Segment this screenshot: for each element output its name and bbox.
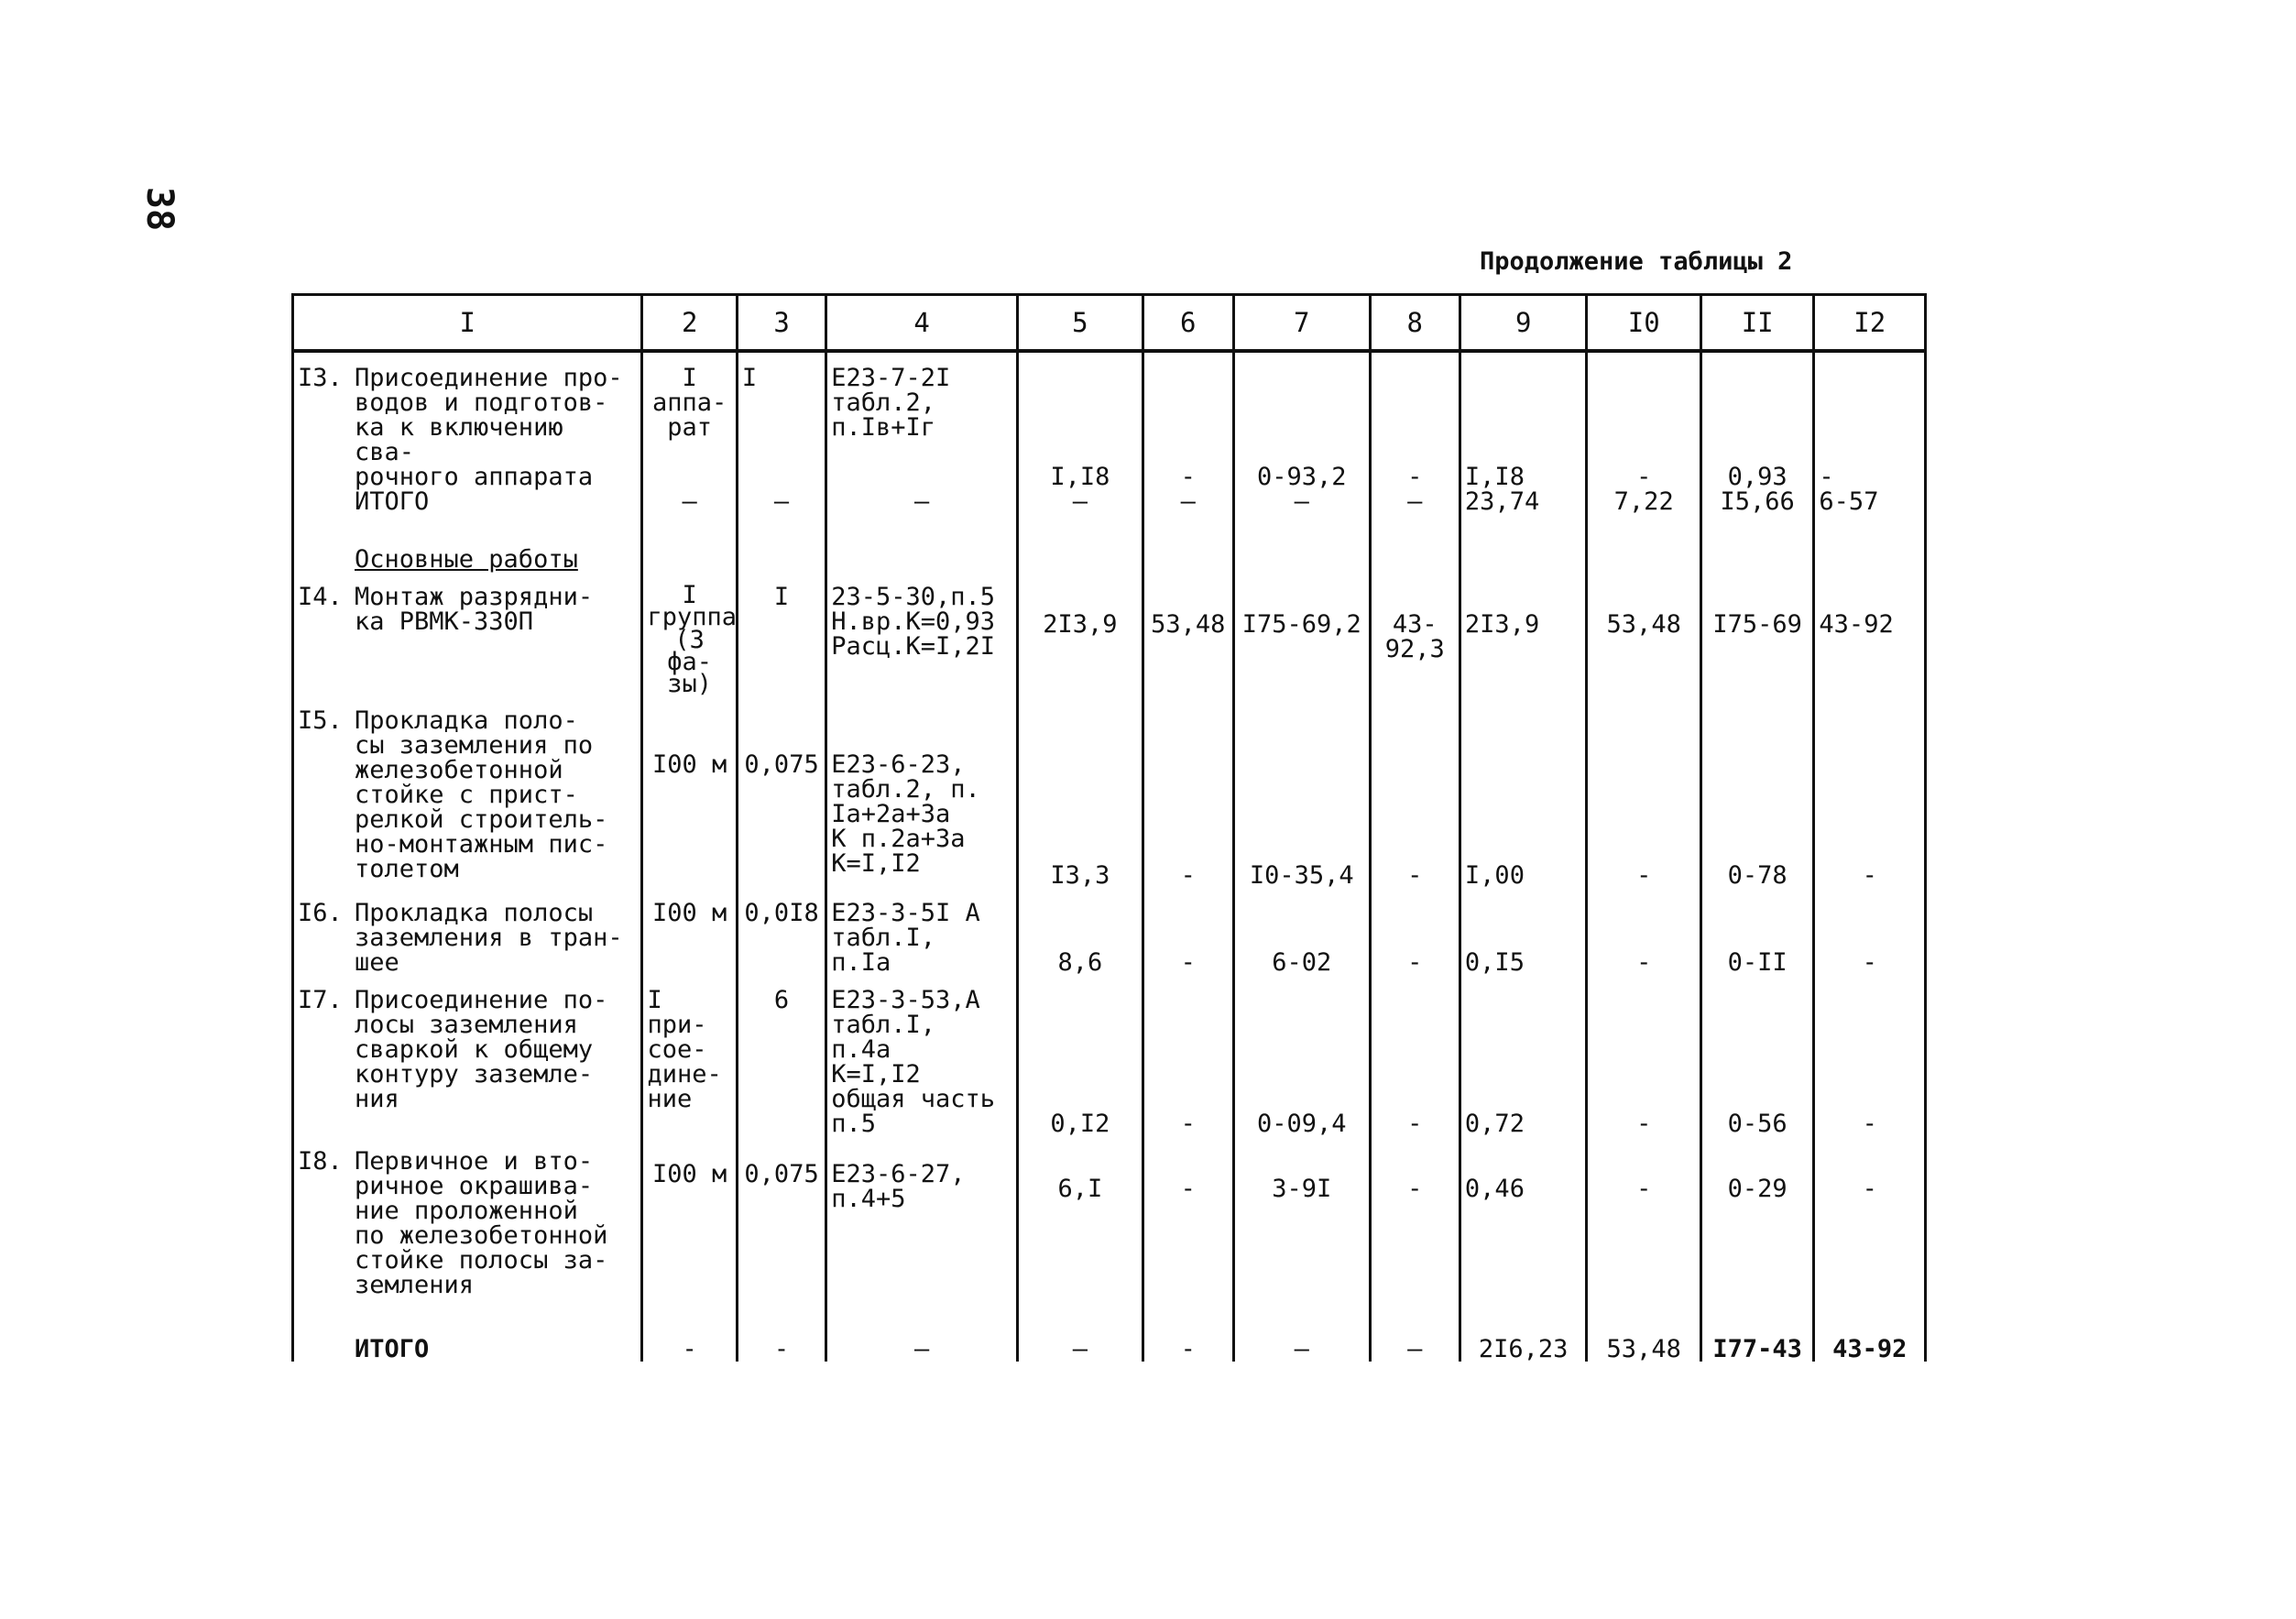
header-col-8: 8 bbox=[1370, 295, 1460, 352]
subtotal-2-label bbox=[293, 1297, 642, 1362]
row-15-unit: I00 м bbox=[642, 695, 737, 888]
row-13-c12: - bbox=[1814, 351, 1926, 489]
table-row-17 bbox=[293, 975, 1926, 1136]
row-13-c8: - bbox=[1370, 351, 1460, 489]
subtotal-2-c9: 2I6,23 bbox=[1460, 1297, 1587, 1362]
header-col-7: 7 bbox=[1233, 295, 1370, 352]
row-17-c11: 0-56 bbox=[1700, 975, 1813, 1136]
table-caption: Продолжение таблицы 2 bbox=[1480, 247, 1793, 276]
row-16-unit: I00 м bbox=[642, 888, 737, 975]
table-row-section bbox=[293, 524, 1926, 572]
header-col-11: II bbox=[1700, 295, 1813, 352]
subtotal-1-c4: — bbox=[826, 489, 1018, 524]
row-15-text: Прокладка поло- сы заземления по железобетонной стойке с прист- релкой строитель- но-монтажным пис- толетом bbox=[355, 706, 608, 884]
row-18-c12: - bbox=[1814, 1136, 1926, 1297]
subtotal-1-c9: 23,74 bbox=[1460, 489, 1587, 524]
row-14-description bbox=[293, 572, 642, 695]
subtotal-2-c8: — bbox=[1370, 1297, 1460, 1362]
row-13-c6: - bbox=[1143, 351, 1233, 489]
subtotal-1-c8: — bbox=[1370, 489, 1460, 524]
row-18-number: I8. bbox=[298, 1147, 343, 1176]
row-13-c9: I,I8 bbox=[1460, 351, 1587, 489]
subtotal-1-c7: — bbox=[1233, 489, 1370, 524]
row-18-c10: - bbox=[1587, 1136, 1700, 1297]
row-18-text: Первичное и вто- ричное окрашива- ние проложенной по железобетонной стойке полосы за- земления bbox=[355, 1147, 608, 1300]
row-16-c5: 8,6 bbox=[1018, 888, 1143, 975]
row-16-c9: 0,I5 bbox=[1460, 888, 1587, 975]
subtotal-2-c3: - bbox=[737, 1297, 825, 1362]
row-17-text: Присоединение по- лосы заземления сваркой к общему контуру заземле- ния bbox=[355, 986, 608, 1114]
row-18-description bbox=[293, 1136, 642, 1300]
subtotal-1-c5: — bbox=[1018, 489, 1143, 524]
row-17-c12: - bbox=[1814, 975, 1926, 1136]
row-16-c7: 6-02 bbox=[1233, 888, 1370, 975]
row-14-qty: I bbox=[737, 572, 825, 695]
header-col-9: 9 bbox=[1460, 295, 1587, 352]
row-15-c10: - bbox=[1587, 695, 1700, 888]
row-15-norm: Е23-6-23, табл.2, п. Iа+2а+3а К п.2а+3а К=I,I2 bbox=[826, 695, 1018, 888]
subtotal-1-c10: 7,22 bbox=[1587, 489, 1700, 524]
row-16-c8: - bbox=[1370, 888, 1460, 975]
section-heading bbox=[293, 524, 642, 572]
header-col-6: 6 bbox=[1143, 295, 1233, 352]
subtotal-2-text: ИТОГО bbox=[355, 1335, 430, 1364]
row-16-qty: 0,0I8 bbox=[737, 888, 825, 975]
subtotal-1-c12: 6-57 bbox=[1814, 489, 1926, 524]
row-13-number: I3. bbox=[298, 364, 343, 392]
row-18-c9: 0,46 bbox=[1460, 1136, 1587, 1297]
row-17-number: I7. bbox=[298, 986, 343, 1015]
row-14-c8: 43-92,3 bbox=[1370, 572, 1460, 695]
row-17-c10: - bbox=[1587, 975, 1700, 1136]
header-col-5: 5 bbox=[1018, 295, 1143, 352]
row-18-c7: 3-9I bbox=[1233, 1136, 1370, 1297]
subtotal-2-c2: - bbox=[642, 1297, 737, 1362]
header-col-2: 2 bbox=[642, 295, 737, 352]
row-17-description bbox=[293, 975, 642, 1136]
row-14-text: Монтаж разрядни- ка РВМК-330П bbox=[355, 583, 594, 636]
subtotal-1-c2: — bbox=[642, 489, 737, 524]
row-18-c5: 6,I bbox=[1018, 1136, 1143, 1297]
row-13-unit: I аппа- рат bbox=[642, 351, 737, 489]
row-15-description bbox=[293, 695, 642, 888]
subtotal-2-c5: — bbox=[1018, 1297, 1143, 1362]
row-13-c10: - bbox=[1587, 351, 1700, 489]
row-13-c5: I,I8 bbox=[1018, 351, 1143, 489]
estimate-table bbox=[291, 293, 1927, 1362]
table-row-subtotal-1 bbox=[293, 489, 1926, 524]
row-16-number: I6. bbox=[298, 899, 343, 928]
row-14-norm: 23-5-30,п.5 Н.вр.К=0,93 Расц.К=I,2I bbox=[826, 572, 1018, 695]
subtotal-1-label bbox=[293, 489, 642, 524]
subtotal-1-text: ИТОГО bbox=[355, 487, 430, 516]
row-15-qty: 0,075 bbox=[737, 695, 825, 888]
page-number: 38 bbox=[138, 186, 181, 232]
row-17-c8: - bbox=[1370, 975, 1460, 1136]
subtotal-2-c12: 43-92 bbox=[1814, 1297, 1926, 1362]
table-row-14 bbox=[293, 572, 1926, 695]
row-18-c6: - bbox=[1143, 1136, 1233, 1297]
subtotal-2-c4: — bbox=[826, 1297, 1018, 1362]
row-16-c12: - bbox=[1814, 888, 1926, 975]
table-row-16 bbox=[293, 888, 1926, 975]
header-col-12: I2 bbox=[1814, 295, 1926, 352]
row-15-c11: 0-78 bbox=[1700, 695, 1813, 888]
row-14-number: I4. bbox=[298, 583, 343, 611]
row-14-c6: 53,48 bbox=[1143, 572, 1233, 695]
row-15-c7: I0-35,4 bbox=[1233, 695, 1370, 888]
header-col-1: I bbox=[293, 295, 642, 352]
row-15-c12: - bbox=[1814, 695, 1926, 888]
row-14-c5: 2I3,9 bbox=[1018, 572, 1143, 695]
row-18-c8: - bbox=[1370, 1136, 1460, 1297]
row-13-norm: Е23-7-2I табл.2, п.Iв+Iг bbox=[826, 351, 1018, 489]
subtotal-1-c11: I5,66 bbox=[1700, 489, 1813, 524]
row-15-c6: - bbox=[1143, 695, 1233, 888]
table-row-15 bbox=[293, 695, 1926, 888]
row-16-description bbox=[293, 888, 642, 978]
row-17-c5: 0,I2 bbox=[1018, 975, 1143, 1136]
header-row bbox=[293, 295, 1926, 352]
row-13-c11: 0,93 bbox=[1700, 351, 1813, 489]
row-17-unit: I при- сое- дине- ние bbox=[642, 975, 737, 1136]
subtotal-1-c6: — bbox=[1143, 489, 1233, 524]
row-16-text: Прокладка полосы заземления в тран- шее bbox=[355, 899, 623, 978]
subtotal-2-c6: - bbox=[1143, 1297, 1233, 1362]
row-14-c7: I75-69,2 bbox=[1233, 572, 1370, 695]
table-row-13 bbox=[293, 351, 1926, 489]
header-col-4: 4 bbox=[826, 295, 1018, 352]
row-13-c7: 0-93,2 bbox=[1233, 351, 1370, 489]
subtotal-2-c11: I77-43 bbox=[1700, 1297, 1813, 1362]
row-17-qty: 6 bbox=[737, 975, 825, 1136]
row-16-c6: - bbox=[1143, 888, 1233, 975]
row-13-qty: I bbox=[737, 351, 825, 489]
subtotal-2-c7: — bbox=[1233, 1297, 1370, 1362]
row-15-c5: I3,3 bbox=[1018, 695, 1143, 888]
row-17-c7: 0-09,4 bbox=[1233, 975, 1370, 1136]
row-16-c10: - bbox=[1587, 888, 1700, 975]
row-18-qty: 0,075 bbox=[737, 1136, 825, 1297]
row-13-description bbox=[293, 351, 642, 489]
row-14-c11: I75-69 bbox=[1700, 572, 1813, 695]
row-17-c9: 0,72 bbox=[1460, 975, 1587, 1136]
row-14-c9: 2I3,9 bbox=[1460, 572, 1587, 695]
row-18-c11: 0-29 bbox=[1700, 1136, 1813, 1297]
row-15-c8: - bbox=[1370, 695, 1460, 888]
row-14-c10: 53,48 bbox=[1587, 572, 1700, 695]
table-row-subtotal-2 bbox=[293, 1297, 1926, 1362]
row-14-unit: I группа (3 фа- зы) bbox=[642, 572, 737, 695]
row-16-norm: Е23-3-5I А табл.I, п.Iа bbox=[826, 888, 1018, 975]
row-18-norm: Е23-6-27, п.4+5 bbox=[826, 1136, 1018, 1297]
header-col-10: I0 bbox=[1587, 295, 1700, 352]
table-row-18 bbox=[293, 1136, 1926, 1297]
subtotal-2-c10: 53,48 bbox=[1587, 1297, 1700, 1362]
row-17-norm: Е23-3-53,А табл.I, п.4а К=I,I2 общая часть п.5 bbox=[826, 975, 1018, 1136]
section-heading-text: Основные работы bbox=[355, 545, 578, 574]
row-16-c11: 0-II bbox=[1700, 888, 1813, 975]
row-17-c6: - bbox=[1143, 975, 1233, 1136]
subtotal-1-c3: — bbox=[737, 489, 825, 524]
row-15-c9: I,00 bbox=[1460, 695, 1587, 888]
row-18-unit: I00 м bbox=[642, 1136, 737, 1297]
header-col-3: 3 bbox=[737, 295, 825, 352]
row-14-c12: 43-92 bbox=[1814, 572, 1926, 695]
row-15-number: I5. bbox=[298, 706, 343, 736]
row-13-text: Присоединение про- водов и подготов- ка к включению сва- рочного аппарата bbox=[355, 364, 623, 491]
